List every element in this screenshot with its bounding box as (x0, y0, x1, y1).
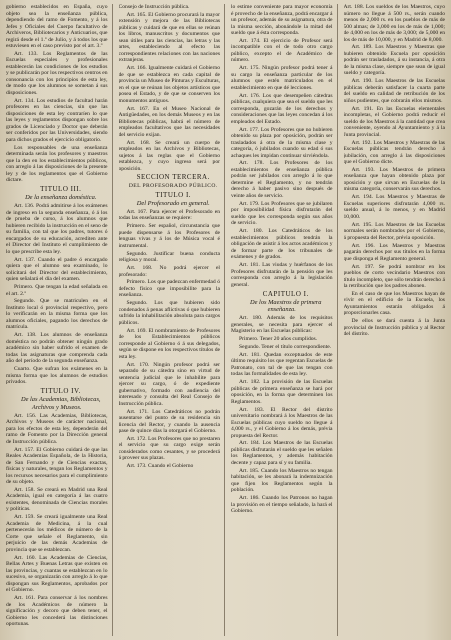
article-paragraph: Art. 179. Los Profesores que se jubilaren por imposibilidad física disfrutarán del sueldo que les corresponda según sus años de servicio. (231, 200, 333, 227)
article-paragraph: Art. 189. Los Maestros y Maestras que hubieren obtenido Escuela por oposición podrán ser trasladados, á su instancia, á otra de la misma clase, siempre que sean de igual sueldo y categoría. (343, 44, 445, 77)
article-paragraph: Art. 159. Se creará igualmente una Real Academia de Medicina, á la cual pertenecerán los médicos de número de la Corte que señale el Reglamento, sin perjuicio de las demás Academias de provincia que se establezcan. (6, 514, 108, 553)
article-paragraph: Primero. Ser español, circunstancia que puede dispensarse á los Profesores de lenguas vivas y á los de Música vocal é instrumental. (118, 223, 220, 249)
article-paragraph: Art. 166. Igualmente cuidará el Gobierno de que se establezca en cada capital de provincia un Museo de Pinturas y Esculturas, en el que se reúnan los objetos artísticos que posea el Estado, y de que se conserven los monumentos antiguos. (118, 65, 220, 104)
article-paragraph: Art. 175. Ningún profesor podrá tener á su cargo la enseñanza particular de los alumnos que estén matriculados en el establecimiento en que dé lecciones. (231, 65, 333, 91)
article-paragraph: Art. 173. Cuando el Gobierno (126, 463, 194, 470)
text-column-4 (344, 4, 446, 636)
article-paragraph: Art. 138. Los alumnos de enseñanza doméstica no podrán obtener ningún grado académico sin haber sufrido el examen de todas las asignaturas que comprenda cada año del período de la segunda enseñanza. (6, 332, 108, 365)
article-paragraph: Art. 181. Las viudas y huérfanos de los Profesores disfrutarán de la pensión que les corresponda con arreglo á la legislación general. (231, 262, 333, 288)
section-heading-small: DEL PROFESORADO PÚBLICO. (128, 182, 218, 189)
article-paragraph: Art. 165. El Gobierno procurará la mayor extensión y mejora de las Bibliotecas públicas y cuidará de que en ellas se reúnan los libros, manuscritos y documentos que sean útiles para las ciencias, las letras y las artes, estableciendo al efecto las correspondientes relaciones con las naciones extranjeras. (118, 11, 220, 64)
article-paragraph: Consejo de Instrucción pública. (118, 4, 190, 10)
article-paragraph: Los responsables de una enseñanza determinada serán los profesores y maestros que la den en los establecimientos públicos, con arreglo á las disposiciones de la presente ley y de los reglamentos que el Gobierno dictare. (6, 144, 108, 184)
article-paragraph: Primero. Tener 20 años cumplidos. (239, 336, 318, 342)
article-paragraph: Art. 185. Cuando los Maestros no tengan habitación, se les abonará la indemnización que fijen los Reglamentos según la población. (231, 467, 333, 494)
article-paragraph: Art. 180. Además de los requisitos generales, se necesita para ejercer el Magisterio en las Escuelas públicas: (231, 315, 333, 335)
text-column-2 (119, 4, 226, 636)
article-paragraph: Segundo. Que se matriculen en el Instituto local ó provincial respectivo, pero lo verificarán en la misma forma que los alumnos oficiales, pagando los derechos de matrícula. (6, 298, 108, 331)
article-paragraph: Art. 176. Los que desempeñen cátedras públicas, cualquiera que sea el sueldo que les corresponda, gozarán de los derechos y consideraciones que las leyes concedan á los empleados del Estado. (231, 92, 333, 125)
article-paragraph: Art. 188. Los sueldos de los Maestros, cuyo número no llegue á 500 rs., serán cuando menos de 2,000 rs. en los pueblos de más de 500 almas; de 3,000 en los de más de 1,000; de 4,000 en los de más de 3,000; de 5,000 en los de más de 10,000, y en Madrid de 8,000. (343, 4, 445, 43)
article-paragraph: Art. 137. Cuando el padre ó encargado quiera que el alumno sea examinado, lo solicitará del Director del establecimiento, quien señalará el día del examen. (6, 256, 108, 283)
article-paragraph: lo estime conveniente para mayor economía é provecho de la enseñanza, podrá encargar á un profesor, además de su asignatura, otra de la misma sección, abonándole la mitad del sueldo que á ésta corresponda. (231, 4, 333, 36)
section-heading: TITULO IV. (40, 387, 81, 396)
article-paragraph: Art. 181. Quedan exceptuados de este último requisito los que regentan Escuelas de Patronato, con tal de que las tengan con todas las formalidades de esta ley. (231, 351, 333, 378)
article-paragraph: Segundo. Los que hubieren sido condenados á penas aflictivas ó que hubieren sufrido la inhabilitación absoluta para cargos públicos. (118, 300, 220, 326)
article-paragraph: Art. 193. Los Maestros de primera enseñanza que hayan obtenido plaza por oposición y que sirvan en Escuelas de la misma categoría, conservarán sus derechos. (343, 166, 445, 193)
article-paragraph: Art. 167. En el Museo Nacional de Antigüedades, en los demás Museos y en las Bibliotecas públicas, habrá el número de empleados facultativos que las necesidades del servicio exijan. (118, 105, 220, 138)
section-heading: CAPITULO I. (262, 289, 309, 298)
article-paragraph: Art. 158. Se creará en Madrid una Real Academia, igual en categoría á las cuatro existentes, denominada de Ciencias morales y políticas. (6, 486, 108, 513)
article-paragraph: Art. 157. El Gobierno cuidará de que las Reales Academias Española, de la Historia, de San Fernando y de Ciencias exactas, físicas y naturales, tengan los Reglamentos y los recursos necesarios para el cumplimiento de su objeto. (6, 446, 108, 486)
article-paragraph: Cuarto. Que sufran los exámenes en la misma forma que los alumnos de estudios privados. (6, 366, 108, 386)
article-paragraph: Art. 170. Ningún profesor podrá ser separado de su cátedra sino en virtud de sentencia judicial que le inhabilite para ejercer su cargo, ó de expediente gubernativo, formado con audiencia del interesado y consulta del Real Consejo de Instrucción pública. (118, 361, 220, 407)
section-subheading: De la enseñanza doméstica. (25, 194, 97, 202)
section-subheading: De las Academias, Bibliotecas, Archivos y Museos. (20, 396, 101, 411)
article-paragraph: Art. 172. Los Profesores que no prestaren el servicio que su cargo exige serán considerados como cesantes, y se procederá á proveer sus plazas. (118, 435, 220, 462)
section-heading: TITULO I. (155, 190, 192, 199)
article-paragraph: Art. 182. La provisión de las Escuelas públicas de primera enseñanza se hará por oposición, en la forma que determinen los Reglamentos. (231, 379, 333, 405)
article-paragraph: Art. 156. Las Academias, Bibliotecas, Archivos y Museos de carácter nacional, para los efectos de esta ley, dependerán del ramo de Fomento por la Dirección general de Instrucción pública. (6, 412, 108, 445)
section-heading: SECCION TERCERA. (136, 173, 210, 182)
article-paragraph: Art. 191. En las Escuelas elementales incompletas, el Gobierno podrá reducir el sueldo de los Maestros á la cantidad que crea conveniente, oyendo al Ayuntamiento y á la Junta provincial. (343, 105, 445, 138)
article-paragraph: Art. 186. Cuando los Patronos no hagan la provisión en el tiempo señalado, la hará el Gobierno. (231, 495, 333, 515)
article-paragraph: Art. 180. Los Catedráticos de los establecimientos públicos tendrán la obligación de asistir á los actos académicos y de formar parte de los tribunales de exámenes y de grados. (231, 228, 333, 261)
article-paragraph: Art. 133. Los Reglamentos de las Escuelas especiales y profesionales establecerán las condiciones de los estudios y se publicarán por los respectivos centros en consonancia con los principios de esta ley, de modo que los alumnos se sometan á sus disposiciones. (6, 50, 108, 96)
article-paragraph: Art. 177. Los Profesores que no hubieren obtenido su plaza por oposición, podrán ser trasladados á otra de la misma clase y categoría, ó jubilados cuando su edad ó sus achaques les impidan continuar sirviéndola. (231, 126, 333, 159)
article-paragraph: Art. 134. Los estudios de facultad harán profesores en las ciencias, sin que las disposiciones de esta ley contraríen lo que las leyes y reglamentos dispongan sobre los grados de Licenciado y Doctor que deberán ser conferidos por las Universidades, siendo para dichos grados el ejercicio obligatorio. (6, 97, 108, 143)
article-paragraph: Art. 168. Se creará un cuerpo de empleados en las Archivos y Bibliotecas, sujetos á las reglas que el Gobierno establezca, y cuyo ingreso será por oposición. (118, 139, 220, 172)
article-paragraph: Art. 136. Podrá admitirse á los exámenes de ingreso en la segunda enseñanza, ó á los de prueba de curso, á los alumnos que hubieren recibido la instrucción en el seno de su familia, con tal que los padres, tutores ó encargados de su educación, acrediten ante el Director del Instituto el cumplimiento de lo que prescribe esta ley. (6, 203, 108, 255)
article-paragraph: Art. 161. Para conservar á los nombres de los Académicos de número la significación y decoro que deben tener, el Gobierno les concederá las distinciones oportunas. (6, 595, 108, 628)
section-heading: TITULO III. (40, 185, 82, 194)
article-paragraph: En el caso de que los Maestros hayan de vivir en el edificio de la Escuela, los Ayuntamientos estarán obligados á proporcionarles casa. (343, 290, 445, 317)
article-paragraph: Art. 174. El ejercicio de Profesor será incompatible con el de todo otro cargo público, excepto el de Académico de número. (231, 37, 333, 64)
article-paragraph: Segundo. Justificar buena conducta religiosa y moral. (118, 250, 220, 264)
article-paragraph: De ellos se dará cuenta á la Junta provincial de Instrucción pública y al Rector del distrito. (343, 318, 445, 338)
article-paragraph: gobierno establecidos en España, cuyo objeto sea la enseñanza pública, dependiendo del ramo de Fomento, y á los Jefes y Oficiales del Cuerpo facultativo de Archiveros, Bibliotecarios y Anticuarios, que regirá desde el 1.º de Julio, y á todos los que estuviesen en el caso previsto por el art. 3.º (6, 4, 108, 49)
article-paragraph: Art. 160. Las Academias de Ciencias, Bellas Artes y Buenas Letras que existen en las provincias, y cuantas se establezcan en lo sucesivo, se organizarán con arreglo á lo que dispongan sus Reglamentos, aprobados por el Gobierno. (6, 554, 108, 594)
section-subheading: Del Profesorado en general. (136, 200, 210, 208)
article-paragraph: Art. 197. Se podrá nombrar en los pueblos de corto vecindario Maestros con título incompleto, que sólo tendrán derecho á la retribución que los padres abonen. (343, 263, 445, 290)
article-paragraph: Art. 171. Los Catedráticos no podrán ausentarse del punto de su residencia sin licencia del Rector, y cuando la ausencia pase de quince días la otorgará el Gobierno. (118, 408, 220, 435)
article-paragraph: Primero. Los que padezcan enfermedad ó defecto físico que imposibilite para la enseñanza. (118, 279, 220, 299)
article-paragraph: Art. 168. No podrá ejercer el profesorado: (118, 265, 220, 278)
text-column-1 (6, 4, 113, 636)
article-paragraph: Segundo. Tener el título correspondiente. (239, 343, 332, 350)
article-paragraph: Art. 178. Los Profesores de los establecimientos de enseñanza pública podrán ser jubilados con arreglo á lo que determine el Reglamento, y no tendrán derecho á haber pasivo sino después de veinte años de servicio. (231, 160, 333, 199)
text-column-3 (231, 4, 338, 636)
article-paragraph: Primero. Que tengan la edad señalada en el art. 2.º (6, 284, 108, 297)
article-paragraph: Art. 195. Los Maestros de las Escuelas normales serán nombrados por el Gobierno, á propuesta del Rector, prévia oposición. (343, 221, 445, 241)
article-paragraph: Art. 169. El nombramiento de Profesores de los Establecimientos públicos corresponde al Gobierno ó á sus delegados, según se dispone en los respectivos títulos de esta ley. (118, 327, 220, 360)
article-paragraph: Art. 192. Los Maestros y Maestras de las Escuelas públicas tendrán derecho á jubilación, con arreglo á las disposiciones que el Gobierno dicte. (343, 139, 445, 166)
article-paragraph: Art. 167. Para ejercer el Profesorado en todas las enseñanzas se requiere: (118, 208, 220, 222)
article-paragraph: Art. 196. Los Maestros y Maestras pagarán derechos por sus títulos en la forma que disponga el Reglamento general. (343, 242, 445, 262)
article-paragraph: Art. 190. Los Maestros de las Escuelas públicas deberán satisfacer la cuarta parte del sueldo en calidad de retribución de los niños pudientes, que cobrarán ellos mismos. (343, 78, 445, 104)
article-paragraph: Art. 183. El Rector del distrito universitario nombrará á los Maestros de las Escuelas públicas cuyo sueldo no llegue á 4,000 rs., y el Gobierno á los demás, prévia propuesta del Rector. (231, 406, 333, 439)
article-paragraph: Art. 184. Los Maestros de las Escuelas públicas disfrutarán el sueldo que les señalen los Reglamentos, y además habitación decente y capaz para sí y su familia. (231, 440, 333, 466)
section-subheading: De los Maestros de primera enseñanza. (250, 298, 322, 314)
article-paragraph: Art. 194. Los Maestros y Maestras de Escuelas superiores disfrutarán 4,000 rs. sueldo anual, á lo menos, y en Madrid 10,000. (343, 194, 445, 220)
